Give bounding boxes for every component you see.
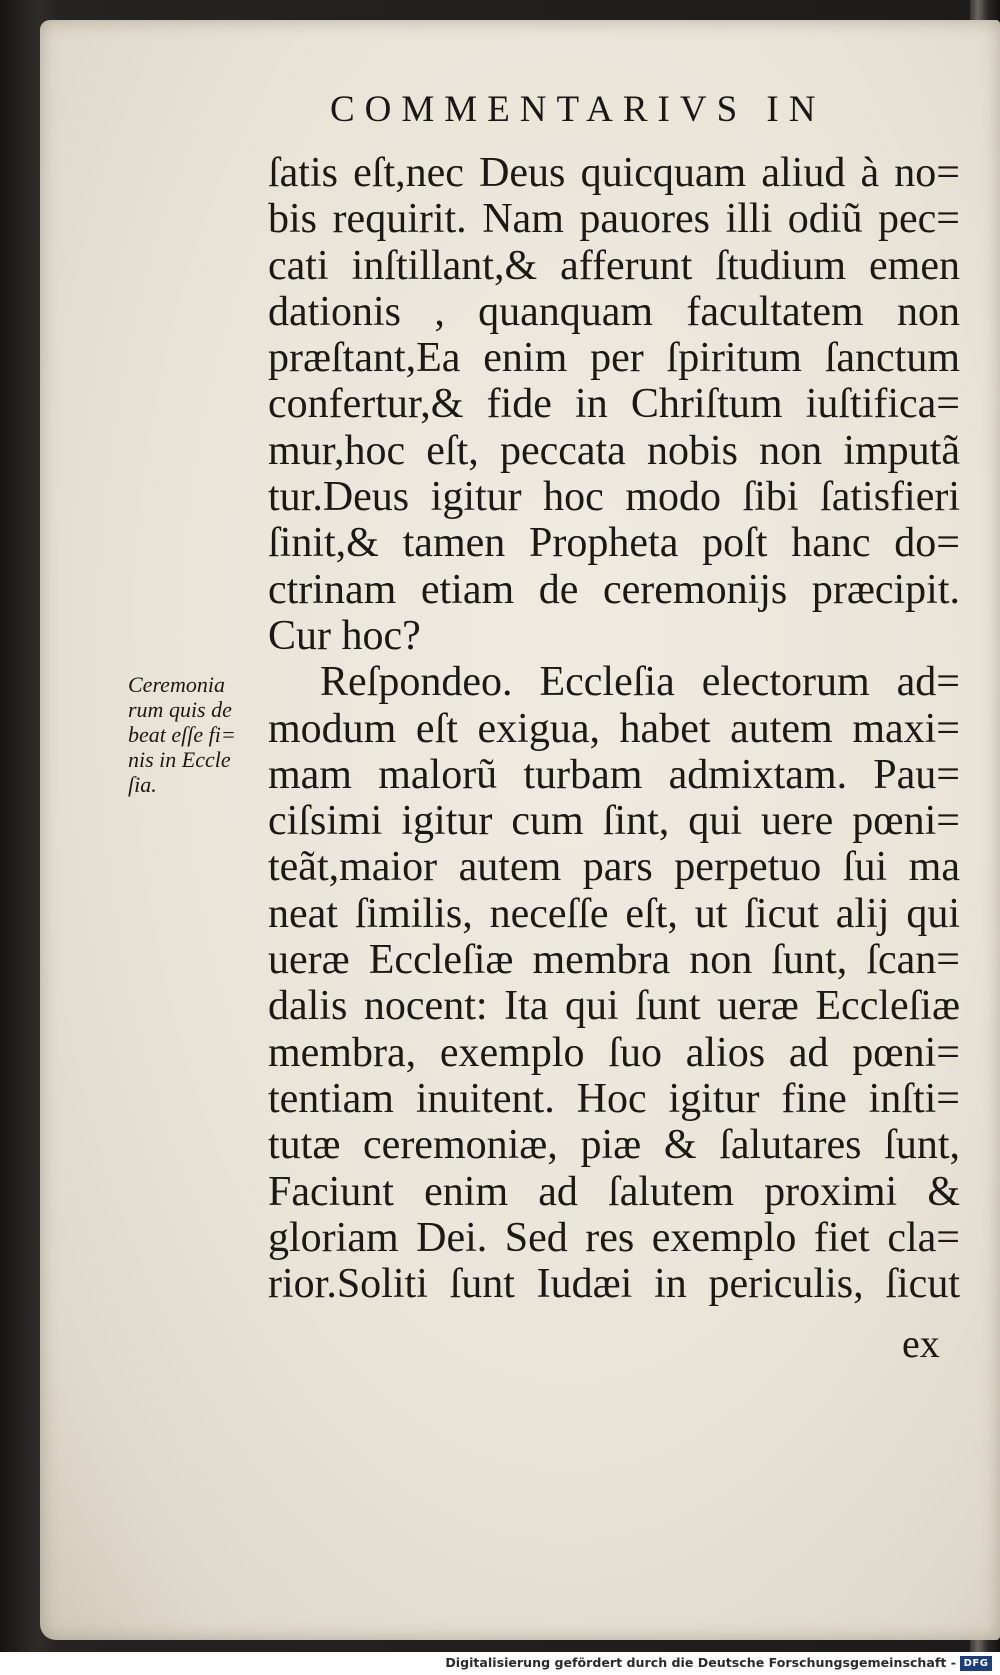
text-line: gloriam Dei. Sed res exemplo fiet cla= [268,1214,960,1261]
text-line: tentiam inuitent. Hoc igitur fine inſti= [268,1075,960,1122]
text-line: rior.Soliti ſunt Iudæi in periculis, ſicut [268,1261,960,1308]
text-line: membra, exemplo ſuo alios ad pœni= [268,1029,960,1076]
text-line: mam malorũ turbam admixtam. Pau= [268,751,960,798]
catchword: ex [902,1321,940,1366]
marginal-note-line: Ceremonia [128,672,225,697]
marginal-note-line: nis in Eccle [128,747,231,772]
text-line: ſatis eſt,nec Deus quicquam aliud à no= [268,150,960,196]
marginal-note-line: beat eſſe fi= [128,722,236,747]
text-line: confertur,& fide in Chriſtum iuſtifica= [268,381,960,428]
text-line: Faciunt enim ad ſalutem proximi & [268,1168,960,1215]
footer-bar [0,1652,1000,1675]
dfg-logo: DFG [960,1656,992,1671]
text-line: modum eſt exigua, habet autem maxi= [268,705,960,752]
text-line: mur,hoc eſt, peccata nobis non imputã [268,427,960,474]
funding-credit: Digitalisierung gefördert durch die Deutsche Forschungsgemeinschaft - [445,1655,956,1670]
marginal-note-line: ſia. [128,772,157,797]
text-line: teãt,maior autem pars perpetuo ſui ma [268,844,960,891]
text-line: dalis nocent: Ita qui ſunt ueræ Eccleſiæ [268,983,960,1030]
text-line: Reſpondeo. Eccleſia electorum ad= [320,659,960,706]
text-line: neat ſimilis, neceſſe eſt, ut ſicut alij qui [268,890,960,937]
text-line: ctrinam etiam de ceremonijs præcipit. [268,566,960,613]
text-line: bis requirit. Nam pauores illi odiũ pec= [268,196,960,243]
text-line: ciſsimi igitur cum ſint, qui uere pœni= [268,798,960,845]
text-line: ueræ Eccleſiæ membra non ſunt, ſcan= [268,937,960,984]
text-line: tur.Deus igitur hoc modo ſibi ſatisfieri [268,474,960,521]
running-head: COMMENTARIVS IN [330,89,826,130]
text-line: ſinit,& tamen Propheta poſt hanc do= [268,520,960,567]
text-line: Cur hoc? [268,612,421,659]
text-line: dationis , quanquam facultatem non [268,288,960,335]
text-line: cati inſtillant,& afferunt ſtudium emen [268,242,960,289]
marginal-note [128,672,268,797]
text-line: præſtant,Ea enim per ſpiritum ſanctum [268,335,960,382]
body-text [268,150,960,1307]
marginal-note-line: rum quis de [128,697,232,722]
text-line: tutæ ceremoniæ, piæ & ſalutares ſunt, [268,1122,960,1169]
